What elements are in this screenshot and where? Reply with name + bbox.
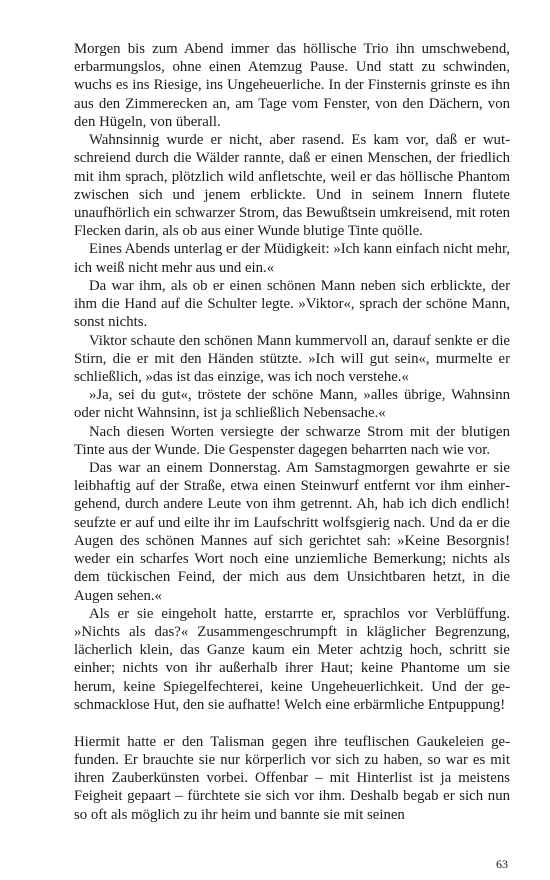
paragraph: Das war an einem Donnerstag. Am Samstagmorgen gewahrte er sie leibhaftig auf der Straße, etwa einen Steinwurf entfernt vor ihm einhergehend, durch andere Leute von ihm getrennt. Ah, hab ich dich endlich! seufzte er auf und eilte ihr im Laufschritt wolfsgierig nach. Und da er die Augen des schönen Mannes auf sich gerichtet sah: »Keine Besorgnis! weder ein scharfes Wort noch eine unziemliche Bemerkung; nichts als dem tückischen Feind, der mich aus dem Unsichtbaren hetzt, in die Augen sehen.« xyxy=(74,460,510,604)
paragraph: Hiermit hatte er den Talisman gegen ihre teuflischen Gaukeleien gefunden. Er brauchte sie nur körperlich vor sich zu haben, so war es mit ihren Zauberkünsten vorbei. Offenbar – mit Hinterlist ist ja meistens Feigheit gepaart – fürchtete sie sich vor ihm. Deshalb begab er sich nun so oft als möglich zu ihr heim und bannte sie mit seinen xyxy=(74,733,510,823)
paragraph: Wahnsinnig wurde er nicht, aber rasend. Es kam vor, daß er wutschreiend durch die Wälder rannte, daß er einen Menschen, der friedlich mit ihm sprach, plötzlich wild anfletschte, weil er das höllische Phantom zwischen sich und jenem erblickte. Und in seinem Innern flutete unaufhörlich ein schwarzer Strom, das Bewußtsein umkreisend, mit roten Flecken darin, als ob aus einer Wunde blutige Tinte quölle. xyxy=(74,132,510,240)
paragraph: Morgen bis zum Abend immer das höllische Trio ihn umschwebend, erbarmungslos, ohne einen Atemzug Pause. Und statt zu schwinden, wuchs es ins Riesige, ins Ungeheuerliche. In der Finsternis grinste es ihn aus den Zimmerecken an, am Tage vom Fenster, von den Dächern, von den Hügeln, von überall. xyxy=(74,41,510,130)
paragraph: Eines Abends unterlag er der Müdigkeit: »Ich kann einfach nicht mehr, ich weiß nicht mehr aus und ein.« xyxy=(74,241,510,276)
paragraph: Nach diesen Worten versiegte der schwarze Strom mit der blutigen Tinte aus der Wunde. Die Gespenster dagegen beharrten nach wie vor. xyxy=(74,423,510,458)
paragraph: Als er sie eingeholt hatte, erstarrte er, sprachlos vor Verblüffung. »Nichts als das?« Zusammengeschrumpft in kläglicher Begrenzung, lächerlich klein, das Ganze kaum ein Meter achtzig hoch, schritt sie einher; nichts von ihr außerhalb ihrer Haut; keine Phantome um sie herum, keine Spiegelfechterei, keine Ungeheuerlichkeit. Und der geschmacklose Hut, den sie aufhatte! Welch eine erbärmliche Entpuppung! xyxy=(74,605,510,713)
paragraph: Da war ihm, als ob er einen schönen Mann neben sich erblickte, der ihm die Hand auf die Schulter legte. »Viktor«, sprach der schöne Mann, sonst nichts. xyxy=(74,277,510,331)
paragraph: »Ja, sei du gut«, tröstete der schöne Mann, »alles übrige, Wahnsinn oder nicht Wahnsinn, ist ja schließlich Nebensache.« xyxy=(74,387,510,422)
page-number: 63 xyxy=(496,857,508,871)
paragraph: Viktor schaute den schönen Mann kummervoll an, darauf senkte er die Stirn, die er mit den Händen stützte. »Ich will gut sein«, murmelte er schließlich, »das ist das einzige, was ich noch verstehe.« xyxy=(74,332,510,385)
body-text xyxy=(74,40,510,824)
